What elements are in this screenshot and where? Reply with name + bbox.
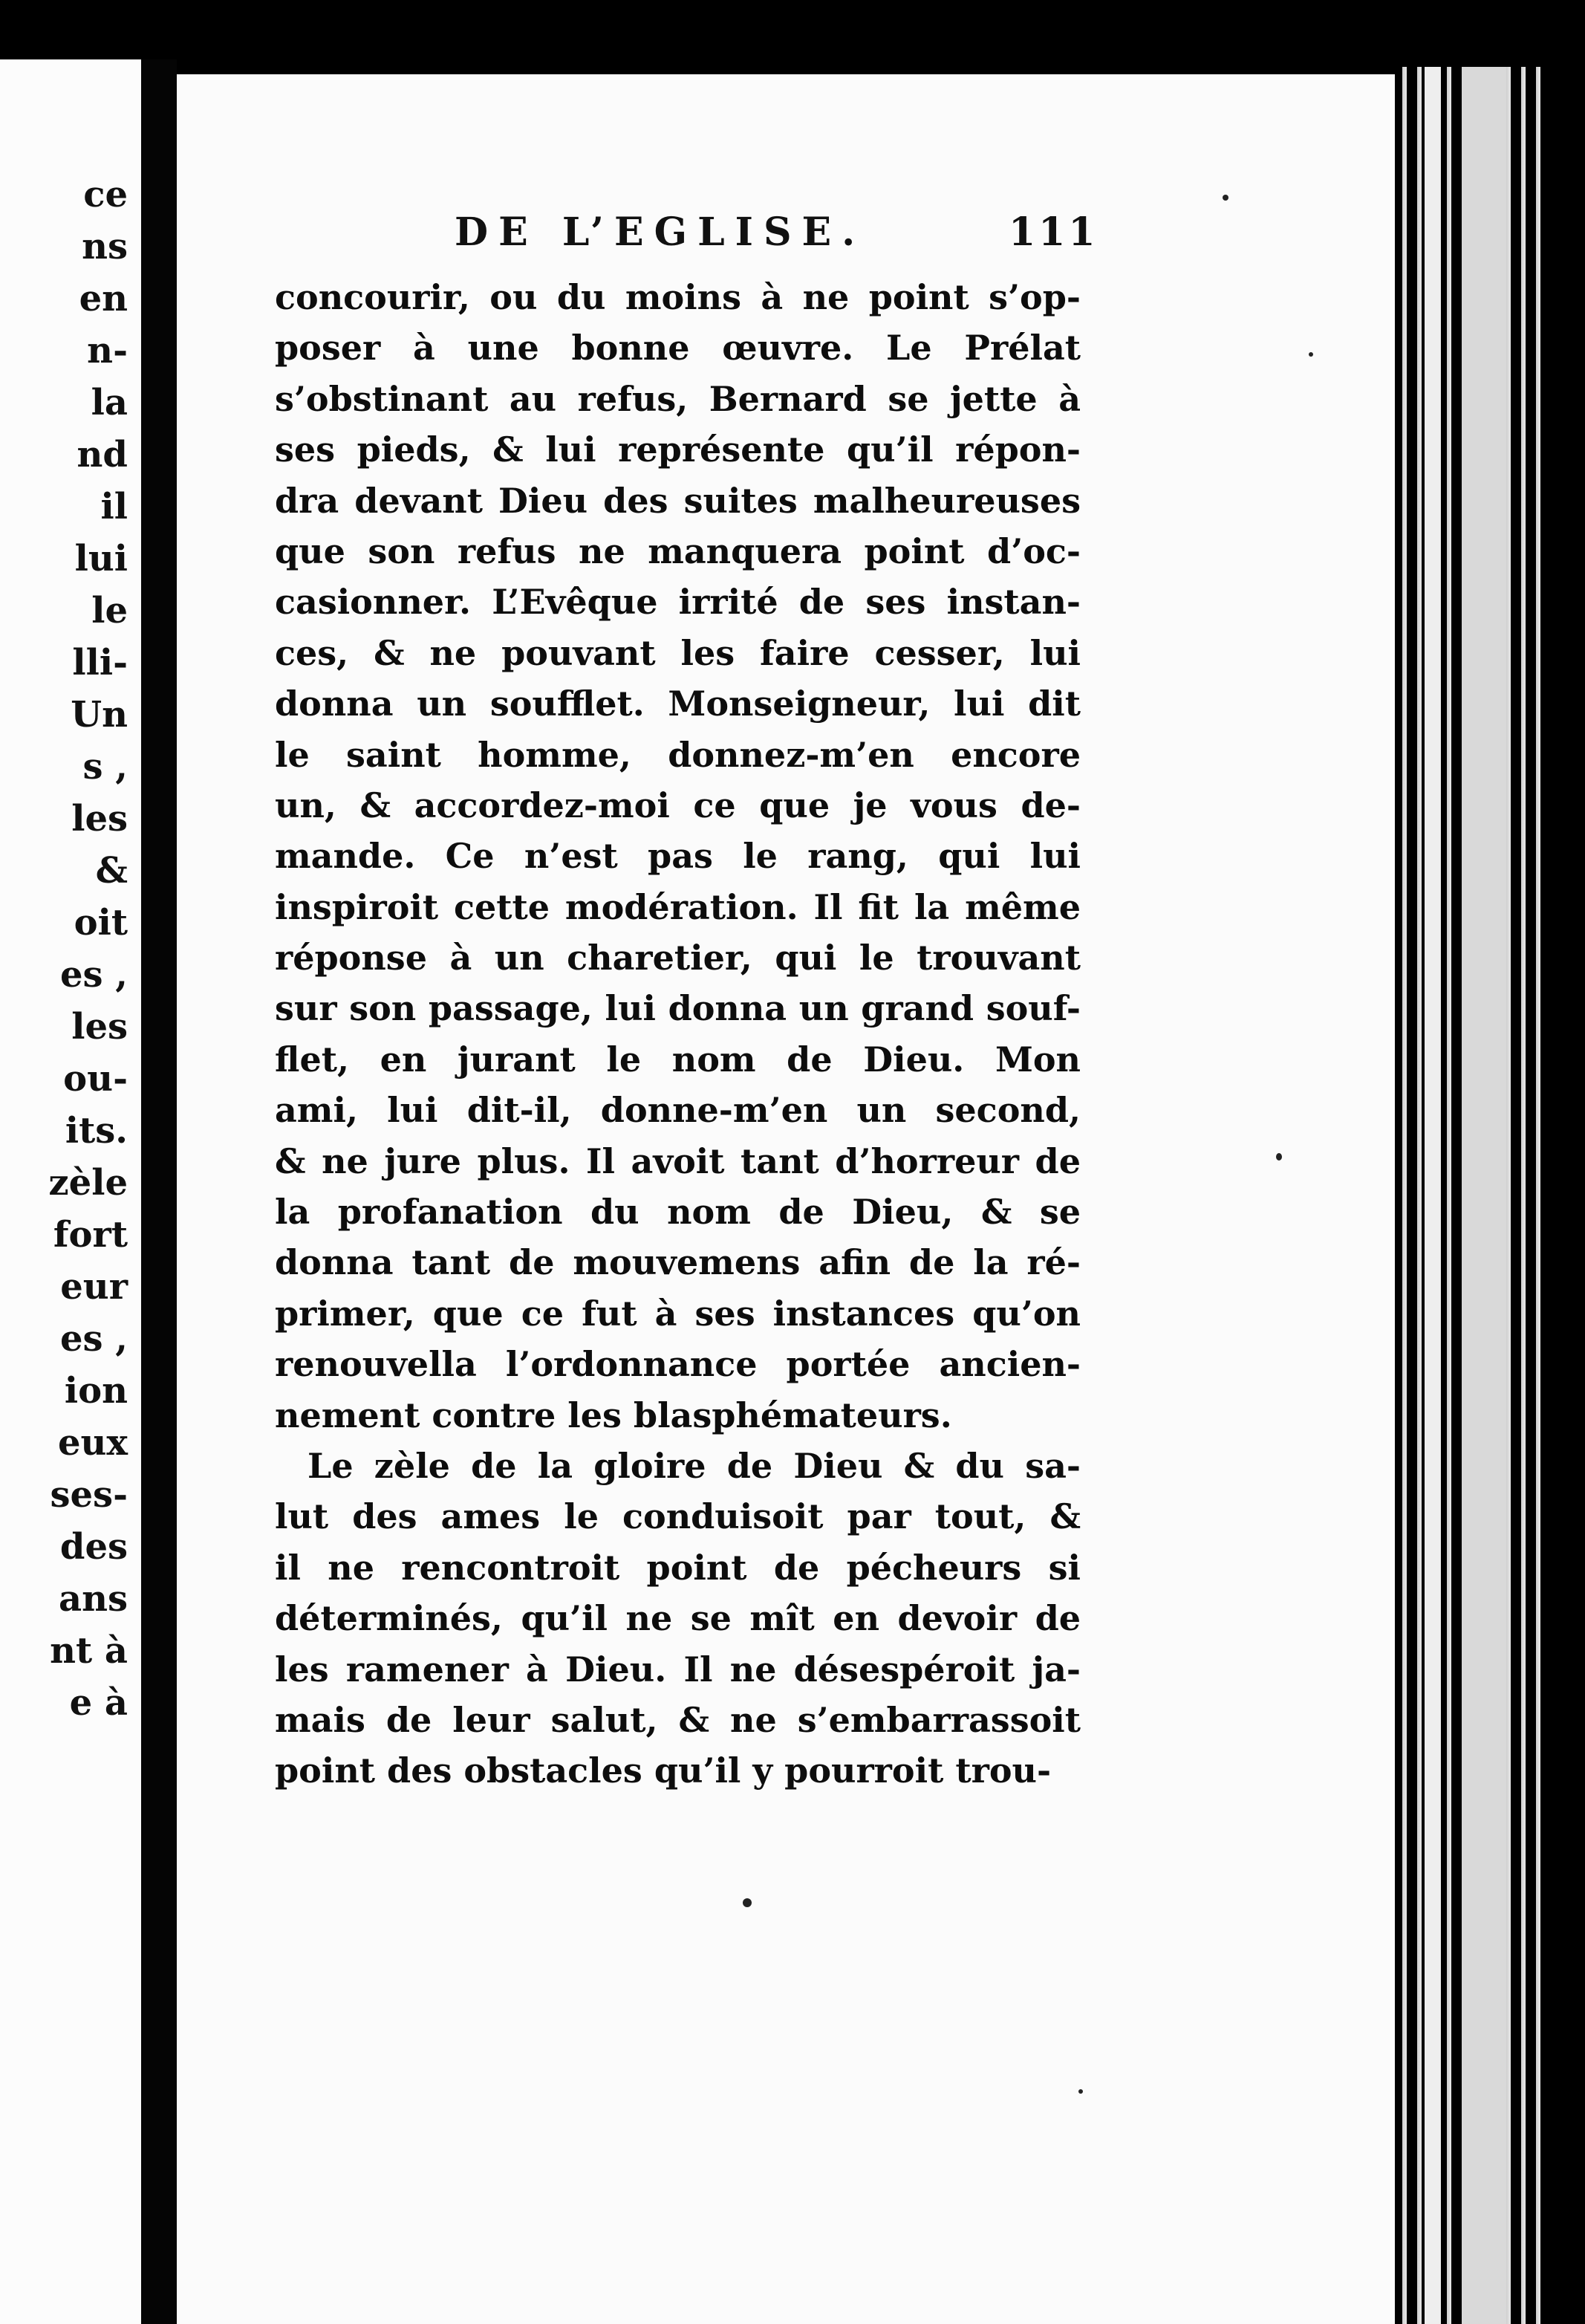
text-line: inspiroit cette modération. Il fit la même	[275, 886, 1081, 927]
previous-page-line: les	[71, 798, 128, 840]
previous-page-line: eux	[57, 1422, 128, 1464]
text-line: nement contre les blasphémateurs.	[275, 1395, 952, 1435]
book-gutter	[141, 59, 177, 2324]
previous-page-line: ns	[82, 226, 128, 267]
previous-page-line: la	[91, 382, 128, 423]
previous-page-line: lli-	[72, 642, 128, 684]
text-line: mande. Ce n’est pas le rang, qui lui	[275, 836, 1081, 877]
previous-page-line: ou-	[63, 1058, 128, 1100]
text-line: & ne jure plus. Il avoit tant d’horreur de	[275, 1140, 1081, 1181]
text-line: ses pieds, & lui représente qu’il répon-	[275, 429, 1081, 470]
previous-page-line: eur	[60, 1266, 128, 1308]
previous-page-line: n-	[87, 330, 128, 371]
ink-speck	[743, 1898, 752, 1907]
text-line: que son refus ne manquera point d’oc-	[275, 530, 1081, 571]
text-line: un, & accordez-moi ce que je vous de-	[275, 785, 1081, 825]
text-line: primer, que ce fut à ses instances qu’on	[275, 1293, 1081, 1334]
text-line: les ramener à Dieu. Il ne désespéroit ja-	[275, 1649, 1081, 1690]
ink-speck	[1276, 1153, 1282, 1161]
previous-page-line: fort	[53, 1214, 128, 1256]
previous-page-line: es ,	[60, 1318, 128, 1360]
previous-page-fragment	[0, 59, 141, 2324]
running-head: DE L’EGLISE.	[455, 210, 866, 255]
text-line: ces, & ne pouvant les faire cesser, lui	[275, 632, 1081, 673]
previous-page-line: ce	[83, 174, 128, 215]
previous-page-line: lui	[74, 538, 128, 580]
text-line: ami, lui dit-il, donne-m’en un second,	[275, 1090, 1081, 1131]
previous-page-line: ans	[58, 1578, 128, 1620]
text-line: renouvella l’ordonnance portée ancien-	[275, 1344, 1081, 1385]
previous-page-line: ses-	[50, 1474, 128, 1516]
text-line: dra devant Dieu des suites malheureuses	[275, 480, 1081, 521]
ink-speck	[1309, 352, 1313, 357]
text-line: Le zèle de la gloire de Dieu & du sa-	[307, 1445, 1081, 1486]
text-line: déterminés, qu’il ne se mît en devoir de	[275, 1598, 1081, 1639]
previous-page-line: les	[71, 1006, 128, 1048]
previous-page-line: s ,	[82, 746, 128, 788]
previous-page-line: its.	[65, 1110, 128, 1152]
text-line: concourir, ou du moins à ne point s’op-	[275, 277, 1081, 317]
ink-speck	[1078, 2089, 1083, 2094]
text-line: donna tant de mouvemens afin de la ré-	[275, 1242, 1081, 1283]
text-line: lut des ames le conduisoit par tout, &	[275, 1496, 1081, 1537]
previous-page-line: zèle	[48, 1162, 128, 1204]
text-line: donna un soufflet. Monseigneur, lui dit	[275, 684, 1081, 724]
previous-page-line: es ,	[60, 954, 128, 996]
ink-speck	[1223, 195, 1228, 201]
previous-page-line: e à	[69, 1682, 128, 1724]
body-text	[275, 272, 1081, 1796]
page-edges	[1395, 67, 1543, 2324]
previous-page-line: nt à	[50, 1630, 128, 1672]
previous-page-line: nd	[77, 434, 128, 475]
page-number: 111	[1009, 210, 1099, 255]
text-line: casionner. L’Evêque irrité de ses instan-	[275, 582, 1081, 623]
text-line: poser à une bonne œuvre. Le Prélat	[275, 328, 1081, 369]
previous-page-line: le	[91, 590, 128, 632]
previous-page-line: &	[95, 850, 128, 892]
previous-page-line: ion	[64, 1370, 128, 1412]
text-line: la profanation du nom de Dieu, & se	[275, 1192, 1081, 1233]
text-line: réponse à un charetier, qui le trouvant	[275, 938, 1081, 978]
text-line: flet, en jurant le nom de Dieu. Mon	[275, 1039, 1081, 1080]
previous-page-line: il	[100, 486, 128, 528]
text-line: il ne rencontroit point de pécheurs si	[275, 1547, 1081, 1588]
previous-page-line: oit	[74, 902, 128, 944]
previous-page-line: en	[79, 278, 128, 319]
previous-page-line: Un	[71, 694, 128, 736]
text-line: le saint homme, donnez-m’en encore	[275, 734, 1081, 775]
previous-page-line: des	[59, 1526, 128, 1568]
text-line: point des obstacles qu’il y pourroit trou-	[275, 1750, 1052, 1791]
text-line: s’obstinant au refus, Bernard se jette à	[275, 378, 1081, 419]
text-line: sur son passage, lui donna un grand souf-	[275, 988, 1081, 1029]
text-line: mais de leur salut, & ne s’embarrassoit	[275, 1699, 1081, 1740]
